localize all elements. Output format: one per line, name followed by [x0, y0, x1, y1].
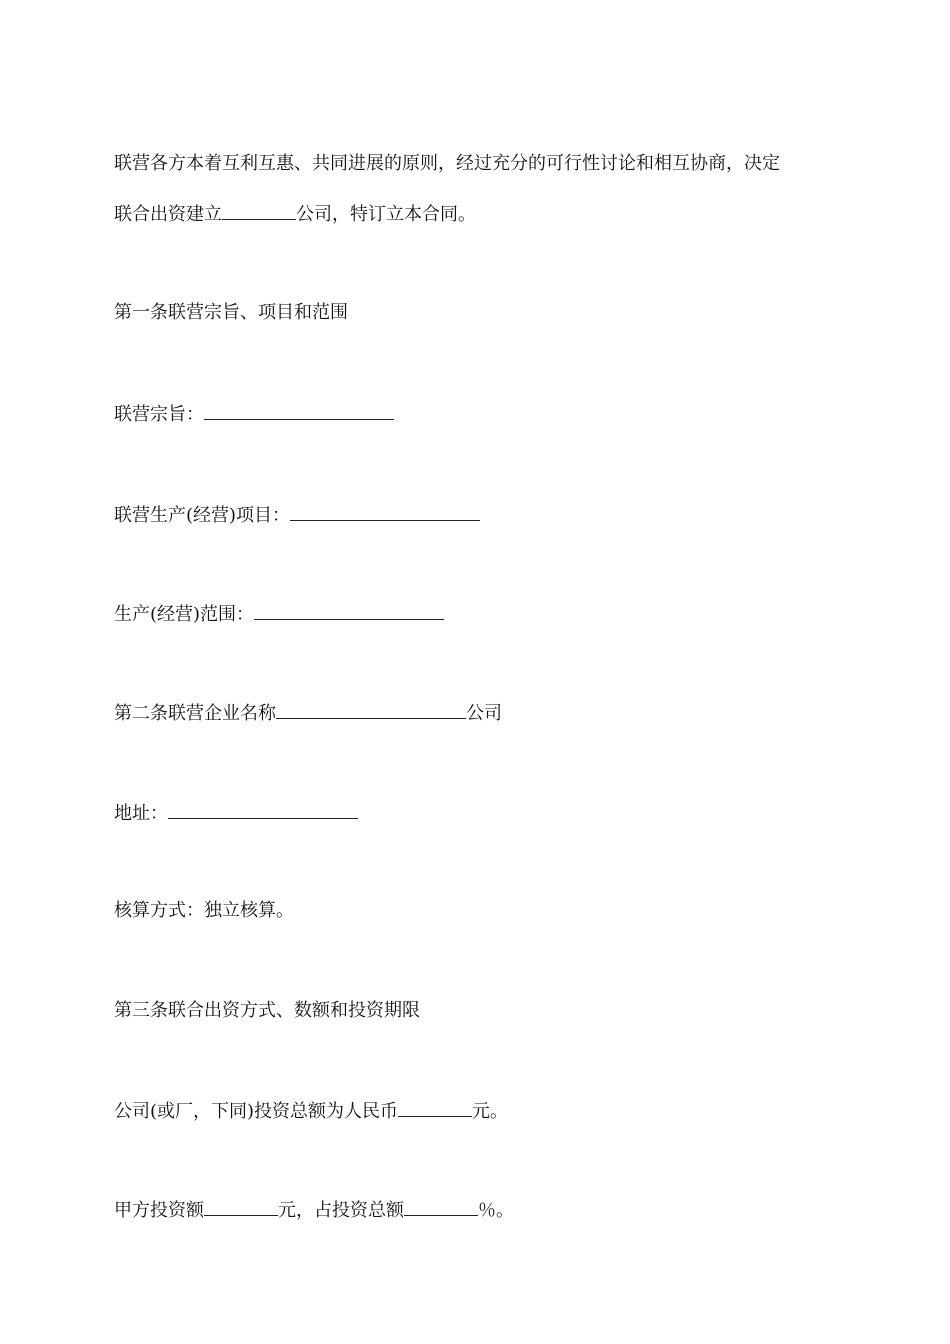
intro-paragraph-line-1: [114, 152, 780, 176]
intro-paragraph-line-2: [114, 201, 476, 227]
article-3-heading: [114, 999, 420, 1023]
total-investment-line: [114, 1098, 508, 1124]
purpose-blank[interactable]: [204, 401, 394, 420]
accounting-text: 核算方式：独立核算。: [114, 900, 294, 921]
company-name-blank[interactable]: [222, 201, 296, 220]
article-2-heading-suffix: 公司: [466, 703, 502, 724]
party-a-percent-blank[interactable]: [404, 1197, 478, 1216]
article-2-heading-prefix: 第二条联营企业名称: [114, 703, 276, 724]
project-line: [114, 502, 480, 528]
total-investment-suffix: 元。: [472, 1101, 509, 1122]
intro-text-2-prefix: 联合出资建立: [114, 204, 222, 225]
scope-label: 生产(经营)范围：: [114, 604, 255, 625]
total-investment-blank[interactable]: [398, 1098, 472, 1117]
article-1-heading-text: 第一条联营宗旨、项目和范围: [114, 302, 348, 323]
project-blank[interactable]: [290, 502, 480, 521]
project-label: 联营生产(经营)项目：: [114, 505, 291, 526]
address-label: 地址：: [114, 803, 168, 824]
party-a-middle: 元，占投资总额: [278, 1200, 404, 1221]
scope-blank[interactable]: [254, 601, 444, 620]
intro-text-1: 联营各方本着互利互惠、共同进展的原则，经过充分的可行性讨论和相互协商，决定: [114, 153, 780, 174]
intro-text-2-suffix: 公司，特订立本合同。: [296, 204, 476, 225]
party-a-investment-line: [114, 1197, 514, 1223]
party-a-suffix: ％。: [478, 1200, 514, 1221]
article-1-heading: [114, 301, 348, 325]
total-investment-prefix: 公司(或厂，下同)投资总额为人民币: [114, 1101, 399, 1122]
accounting-line: [114, 899, 294, 923]
enterprise-name-blank[interactable]: [276, 700, 466, 719]
article-2-heading: [114, 700, 502, 726]
address-line: [114, 800, 358, 826]
address-blank[interactable]: [168, 800, 358, 819]
purpose-line: [114, 401, 394, 427]
party-a-amount-blank[interactable]: [204, 1197, 278, 1216]
article-3-heading-text: 第三条联合出资方式、数额和投资期限: [114, 1000, 420, 1021]
purpose-label: 联营宗旨：: [114, 404, 204, 425]
scope-line: [114, 601, 444, 627]
party-a-prefix: 甲方投资额: [114, 1200, 204, 1221]
